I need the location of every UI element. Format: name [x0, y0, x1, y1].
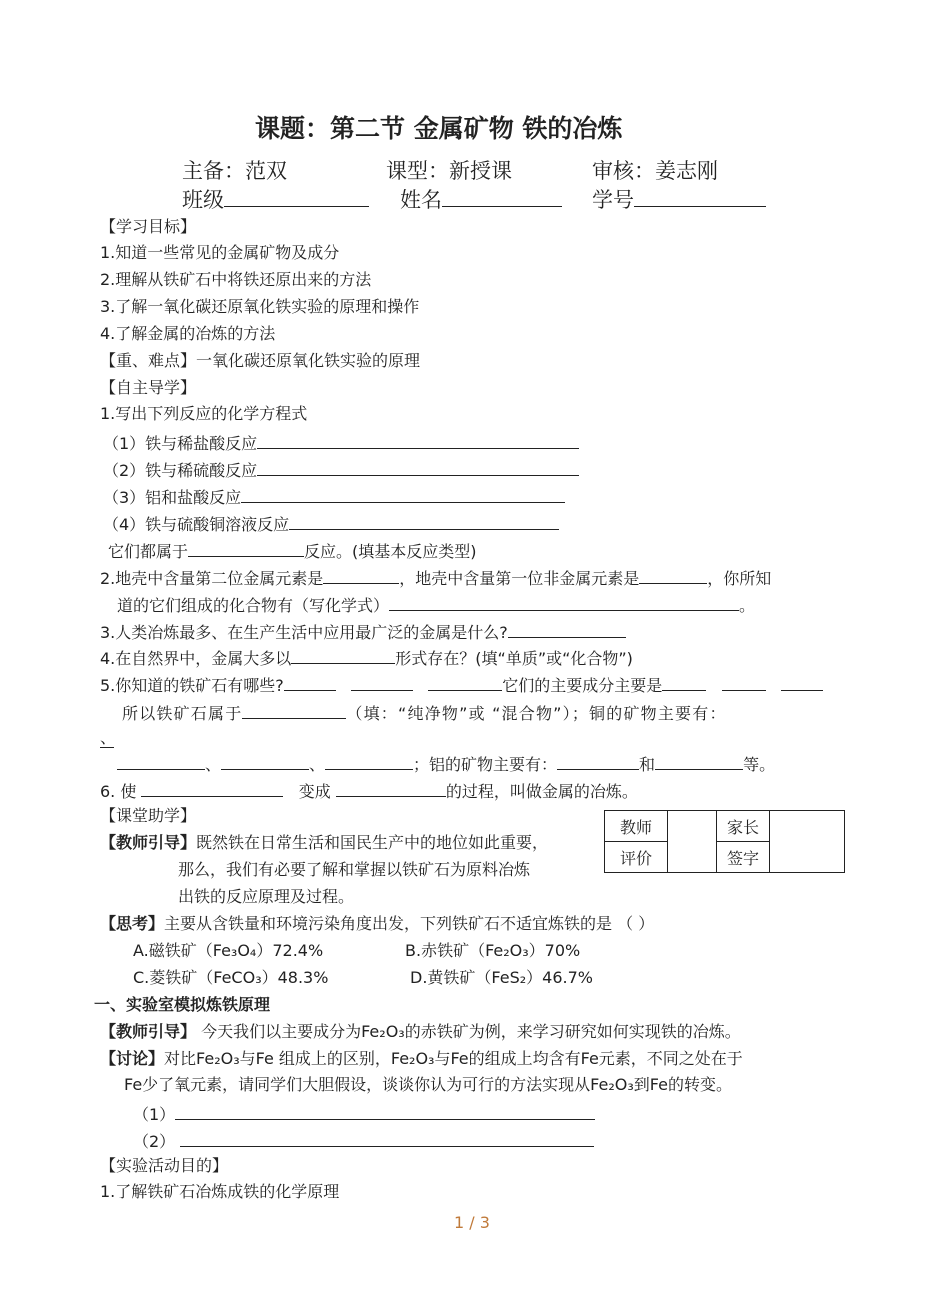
question-2: [100, 565, 771, 590]
section-1-guide-text: 今天我们以主要成分为Fe₂O₃的赤铁矿为例，来学习研究如何实现铁的冶炼。: [196, 1022, 741, 1041]
answer-1-blank[interactable]: [175, 1101, 595, 1120]
objective-item: 4.了解金属的冶炼的方法: [100, 324, 276, 343]
q5-text-d: （填：“纯净物”或 “混合物”）；铜的矿物主要有：: [346, 704, 727, 723]
think-label: 【思考】: [100, 914, 165, 933]
aluminium-mineral-blank-1[interactable]: [557, 751, 639, 770]
answer-1: [133, 1101, 595, 1126]
q5-blank-6[interactable]: [781, 672, 823, 691]
option-b[interactable]: B.赤铁矿（Fe₂O₃）70%: [405, 941, 581, 960]
section-1-guide: [100, 1021, 741, 1043]
copper-mineral-blank-3[interactable]: [325, 751, 413, 770]
q6-blank-2[interactable]: [336, 778, 446, 797]
aluminium-mineral-blank-2[interactable]: [655, 751, 743, 770]
answer-2-blank[interactable]: [180, 1128, 594, 1147]
q5-text-f: ；铝的矿物主要有：: [413, 755, 558, 774]
reaction-4: [103, 511, 559, 536]
q2-text-a: 2.地壳中含量第二位金属元素是: [100, 569, 324, 588]
q6-text-b: 变成: [298, 782, 331, 801]
answer-2: [133, 1128, 594, 1153]
q5-text-g: 和: [639, 755, 656, 774]
reaction-1-blank[interactable]: [257, 430, 579, 449]
q6-blank-1[interactable]: [141, 778, 283, 797]
key-points: 【重、难点】一氧化碳还原氧化铁实验的原理: [100, 351, 421, 370]
option-a[interactable]: A.磁铁矿（Fe₃O₄）72.4%: [133, 941, 324, 960]
objective-item: 3.了解一氧化碳还原氧化铁实验的原理和操作: [100, 297, 420, 316]
question-4: [100, 645, 633, 670]
class-label: 班级: [182, 188, 224, 212]
q6-text-a: 6. 使: [100, 782, 137, 801]
number-field[interactable]: [592, 188, 766, 211]
discussion-text-1: 对比Fe₂O₃与Fe 组成上的区别，Fe₂O₃与Fe的组成上均含有Fe元素，不同之处在于: [164, 1049, 743, 1068]
q5-text-a: 5.你知道的铁矿石有哪些?: [100, 676, 284, 695]
q2-text-d: 道的它们组成的化合物有（写化学式）: [117, 596, 390, 615]
purpose-header: 【实验活动目的】: [100, 1156, 229, 1175]
q4-text-b: 形式存在？(填“单质”或“化合物”): [395, 649, 633, 668]
question-1: 1.写出下列反应的化学方程式: [100, 404, 308, 423]
q5-text-b: 它们的主要成分主要是: [502, 676, 663, 695]
q3-text: 3.人类冶炼最多、在生产生活中应用最广泛的金属是什么?: [100, 623, 508, 642]
name-blank[interactable]: [442, 188, 562, 207]
q3-blank[interactable]: [508, 619, 626, 638]
section-1-guide-label: 【教师引导】: [100, 1022, 197, 1041]
q5-blank-4[interactable]: [662, 672, 706, 691]
name-field[interactable]: [400, 188, 562, 211]
objectives-header: 【学习目标】: [100, 217, 197, 236]
reaction-4-label: （4）铁与硫酸铜溶液反应: [103, 515, 290, 534]
reaction-3-label: （3）铝和盐酸反应: [103, 488, 242, 507]
q5-sep-2: 、: [309, 755, 326, 774]
think-text: 主要从含铁量和环境污染角度出发，下列铁矿石不适宜炼铁的是 （ ）: [164, 914, 655, 933]
parent-sign-label: 家长: [717, 811, 770, 842]
q5-blank-3[interactable]: [428, 672, 502, 691]
reaction-4-blank[interactable]: [289, 511, 559, 530]
q5-mark: 、: [100, 728, 117, 747]
name-label: 姓名: [400, 188, 442, 212]
q2-blank-3[interactable]: [389, 592, 739, 611]
reaction-1: [103, 430, 579, 455]
teacher-eval-label: 教师: [605, 811, 668, 842]
answer-1-label: （1）: [133, 1105, 176, 1124]
objective-item: 1.知道一些常见的金属矿物及成分: [100, 243, 340, 262]
preparer: 主备：范双: [182, 159, 287, 183]
q2-text-b: ，地壳中含量第一位非金属元素是: [399, 569, 640, 588]
q5-sep-1: 、: [205, 755, 222, 774]
discussion-label: 【讨论】: [100, 1049, 165, 1068]
teacher-guide-line-3: 出铁的反应原理及过程。: [178, 887, 355, 906]
q5-blank-2[interactable]: [351, 672, 413, 691]
reaction-type-line: [108, 538, 477, 563]
objective-item: 2.理解从铁矿石中将铁还原出来的方法: [100, 270, 372, 289]
teacher-eval-label-2: 评价: [605, 842, 668, 873]
question-3: [100, 619, 626, 644]
q4-text-a: 4.在自然界中，金属大多以: [100, 649, 292, 668]
reaction-3: [103, 484, 565, 509]
q2-text-c: ，你所知: [707, 569, 772, 588]
self-study-header: 【自主导学】: [100, 378, 197, 397]
copper-mineral-blank-2[interactable]: [221, 751, 309, 770]
reaction-type-blank[interactable]: [188, 538, 304, 557]
reaction-3-blank[interactable]: [241, 484, 565, 503]
section-1-heading: 一、实验室模拟炼铁原理: [94, 995, 271, 1014]
page-number: 1 / 3: [454, 1213, 490, 1232]
parent-sign-label-2: 签字: [717, 842, 770, 873]
discussion-line-2: Fe少了氧元素，请同学们大胆假设，谈谈你认为可行的方法实现从Fe₂O₃到Fe的转变。: [124, 1075, 732, 1094]
purpose-item: 1.了解铁矿石冶炼成铁的化学原理: [100, 1182, 340, 1201]
q5-blank-1[interactable]: [284, 672, 336, 691]
evaluation-table: [604, 810, 845, 873]
question-5-mark: [100, 727, 117, 749]
teacher-guide-text-1: 既然铁在日常生活和国民生产中的地位如此重要，: [196, 833, 549, 852]
q4-blank[interactable]: [291, 645, 395, 664]
copper-mineral-blank-1[interactable]: [117, 751, 205, 770]
reviewer: 审核：姜志刚: [592, 159, 718, 183]
option-d[interactable]: D.黄铁矿（FeS₂）46.7%: [410, 968, 593, 987]
reaction-2-label: （2）铁与稀硫酸反应: [103, 461, 258, 480]
teacher-guide-line-2: 那么，我们有必要了解和掌握以铁矿石为原料冶炼: [178, 860, 531, 879]
reaction-type-label: 它们都属于: [108, 542, 189, 561]
lesson-type: 课型：新授课: [386, 159, 512, 183]
reaction-type-hint: 反应。(填基本反应类型): [304, 542, 477, 561]
class-field[interactable]: [182, 188, 369, 211]
discussion: [100, 1048, 743, 1070]
number-label: 学号: [592, 188, 634, 212]
q5-text-c: 所以铁矿石属于: [122, 704, 243, 723]
q5-text-h: 等。: [743, 755, 776, 774]
q2-blank-1[interactable]: [323, 565, 399, 584]
number-blank[interactable]: [634, 188, 766, 207]
teacher-guide: [100, 832, 548, 854]
option-c[interactable]: C.菱铁矿（FeCO₃）48.3%: [133, 968, 329, 987]
teacher-eval-cell[interactable]: [668, 811, 717, 873]
q5-blank-7[interactable]: [242, 700, 346, 719]
question-5-cont: [122, 700, 727, 725]
think-question: [100, 913, 654, 935]
question-5-minerals: [117, 751, 775, 776]
parent-sign-cell[interactable]: [770, 811, 845, 873]
question-6: [100, 778, 638, 803]
class-blank[interactable]: [224, 188, 369, 207]
q5-blank-5[interactable]: [722, 672, 766, 691]
question-5: [100, 672, 823, 697]
reaction-1-label: （1）铁与稀盐酸反应: [103, 434, 258, 453]
question-2-cont: [117, 592, 755, 617]
page-title: 课题：第二节 金属矿物 铁的冶炼: [255, 114, 623, 143]
q2-text-e: 。: [739, 596, 756, 615]
q2-blank-2[interactable]: [639, 565, 707, 584]
classroom-header: 【课堂助学】: [100, 806, 197, 825]
teacher-guide-label: 【教师引导】: [100, 833, 197, 852]
q6-text-c: 的过程，叫做金属的冶炼。: [445, 782, 638, 801]
reaction-2: [103, 457, 579, 482]
answer-2-label: （2）: [133, 1132, 176, 1151]
reaction-2-blank[interactable]: [257, 457, 579, 476]
